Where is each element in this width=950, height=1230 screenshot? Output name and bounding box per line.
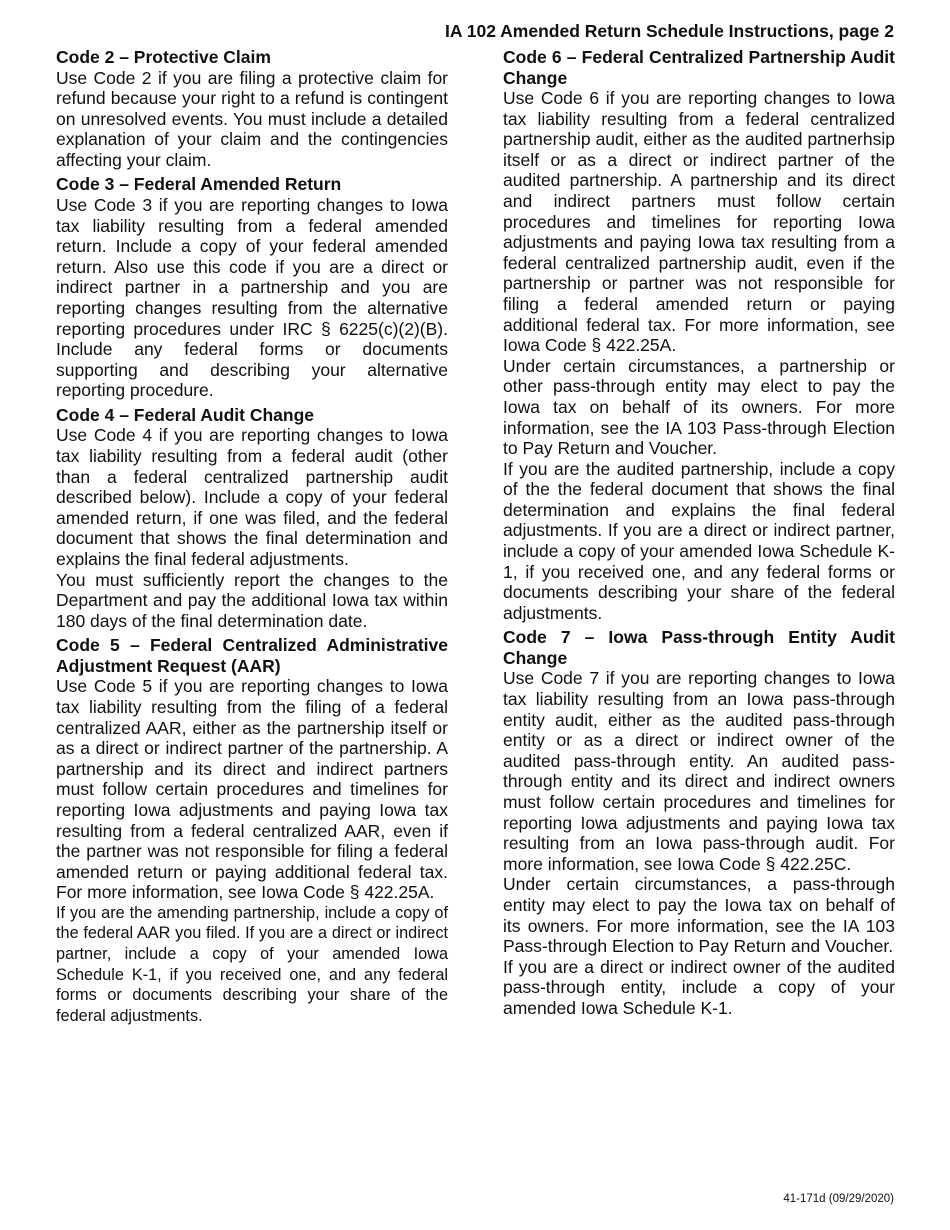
code-5-section — [56, 635, 448, 1026]
right-column — [503, 47, 895, 1023]
code-6-text-1: Use Code 6 if you are reporting changes to Iowa tax liability resulting from a federal centralized partnership audit, either as the audited partnerhsip itself or as a direct or indirect partner of the audited partnership. A partnership and its direct and indirect partners must follow certain procedures and timelines for reporting Iowa adjustments and paying Iowa tax resulting from a federal centralized partnership audit, even if the partnership or partner was not responsible for filing a federal amended return or paying additional federal tax. For more information, see Iowa Code § 422.25A. — [503, 88, 895, 356]
code-3-section — [56, 174, 448, 400]
code-7-title: Code 7 – Iowa Pass-through Entity Audit Change — [503, 627, 895, 668]
code-6-text-3: If you are the audited partnership, include a copy of the the federal document that shows the final determination and explains the final federal adjustments. If you are a direct or indirect partner, include a copy of your amended Iowa Schedule K-1, if you received one, and any federal forms or documents describing your share of the federal adjustments. — [503, 458, 895, 623]
code-7-text-3: If you are a direct or indirect owner of the audited pass-through entity, include a copy of your amended Iowa Schedule K-1. — [503, 956, 895, 1018]
code-5-text-2: If you are the amending partnership, include a copy of the federal AAR you filed. If you are a direct or indirect partner, include a copy of your amended Iowa Schedule K-1, if you received one, and any federal forms or documents describing your share of the federal adjustments. — [56, 903, 448, 1025]
code-7-text-1: Use Code 7 if you are reporting changes to Iowa tax liability resulting from an Iowa pass-through entity audit, either as the audited pass-through entity or as a direct or indirect owner of the audited pass-through entity. An audited pass-through entity and its direct and indirect owners must follow certain procedures and timelines for reporting Iowa adjustments and paying Iowa tax resulting from an Iowa pass-through audit. For more information, see Iowa Code § 422.25C. — [503, 668, 895, 874]
code-4-section — [56, 405, 448, 631]
code-2-section — [56, 47, 448, 170]
code-6-title: Code 6 – Federal Centralized Partnership Audit Change — [503, 47, 895, 88]
code-4-title: Code 4 – Federal Audit Change — [56, 404, 315, 425]
code-2-text: Use Code 2 if you are filing a protective claim for refund because your right to a refund is contingent on unresolved events. You must include a detailed explanation of your claim and the contingencies affecting your claim. — [56, 67, 448, 170]
left-column — [56, 47, 448, 1030]
form-id-footer: 41-171d (09/29/2020) — [783, 1193, 894, 1205]
code-7-text-2: Under certain circumstances, a pass-through entity may elect to pay the Iowa tax on behalf of its owners. For more information, see the IA 103 Pass-through Election to Pay Return and Voucher. — [503, 874, 895, 957]
code-2-title: Code 2 – Protective Claim — [56, 47, 271, 67]
code-3-text: Use Code 3 if you are reporting changes to Iowa tax liability resulting from a federal amended return. Include a copy of your federal amended return. Also use this code if you are a direct or indirect partner in a partnership and you are reporting changes resulting from the alternative reporting procedures under IRC § 6225(c)(2)(B). Include any federal forms or documents supporting and describing your alternative reporting procedure. — [56, 194, 448, 401]
code-4-text-2: You must sufficiently report the changes to the Department and pay the additional Iowa tax within 180 days of the final determination date. — [56, 569, 448, 631]
code-7-section — [503, 627, 895, 1018]
code-6-text-2: Under certain circumstances, a partnership or other pass-through entity may elect to pay the Iowa tax on behalf of its owners. For more information, see the IA 103 Pass-through Election to Pay Return and Voucher. — [503, 355, 895, 459]
page-header-title: IA 102 Amended Return Schedule Instructions, page 2 — [445, 21, 894, 41]
code-5-text-1: Use Code 5 if you are reporting changes to Iowa tax liability resulting from the filing of a federal centralized AAR, either as the partnership itself or as a direct or indirect partner of the partnership. A partnership and its direct and indirect partners must follow certain procedures and timelines for reporting Iowa adjustments and paying Iowa tax resulting from a federal centralized AAR, even if the partner was not responsible for filing a federal amended return or paying additional federal tax. For more information, see Iowa Code § 422.25A. — [56, 676, 448, 903]
code-3-title: Code 3 – Federal Amended Return — [56, 174, 342, 195]
code-5-title: Code 5 – Federal Centralized Administrative Adjustment Request (AAR) — [56, 635, 448, 676]
code-6-section — [503, 47, 895, 623]
code-4-text-1: Use Code 4 if you are reporting changes to Iowa tax liability resulting from a federal audit (other than a federal centralized partnership audit described below). Include a copy of your federal amended return, if one was filed, and the federal document that shows the final determination and explains the final federal adjustments. — [56, 425, 448, 569]
